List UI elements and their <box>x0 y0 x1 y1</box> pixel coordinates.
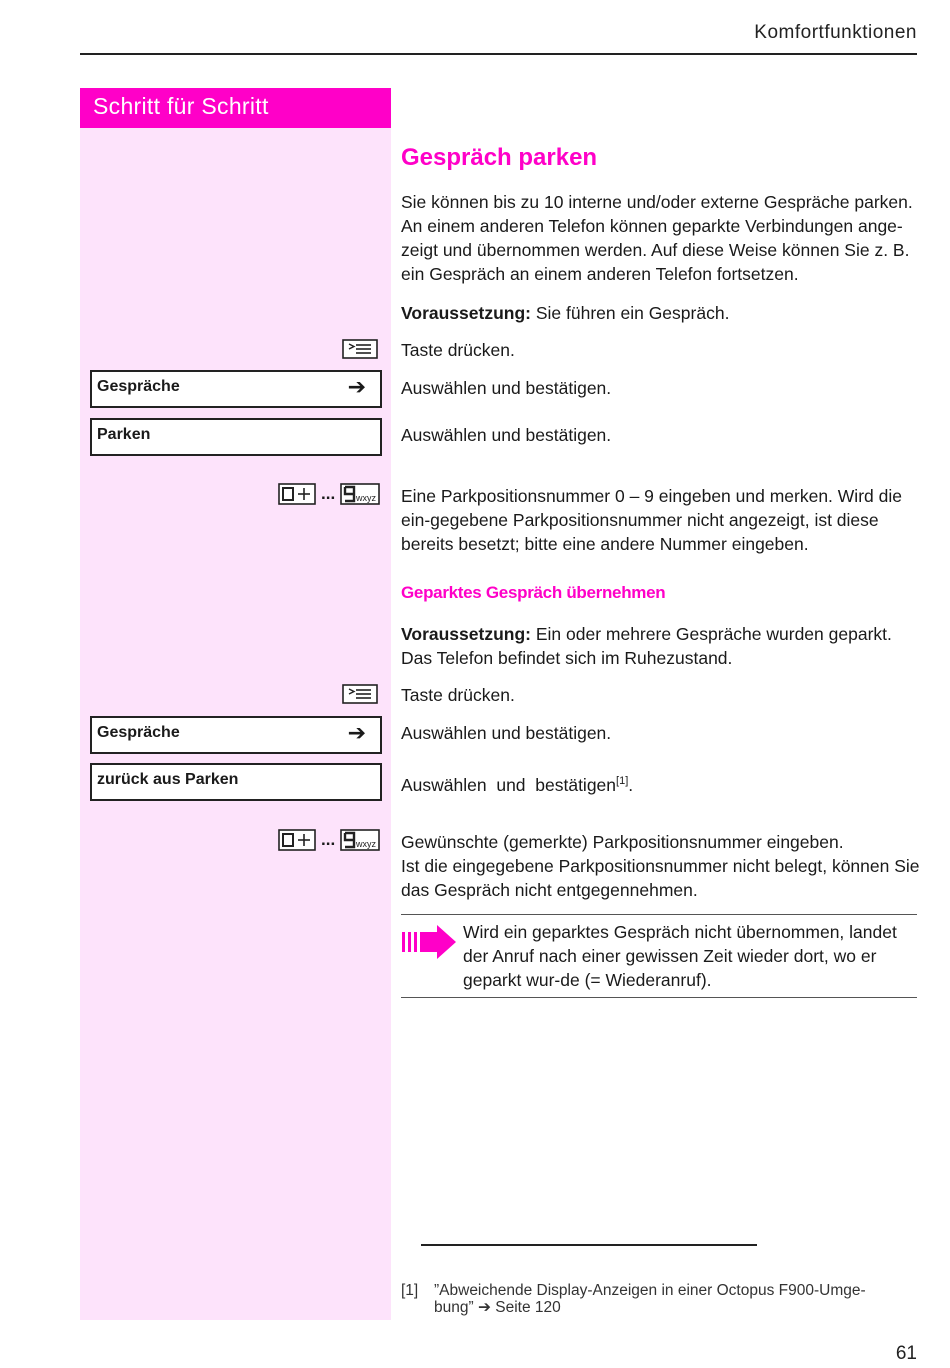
menu-key-icon <box>342 339 378 359</box>
sidebar-background <box>80 88 391 1320</box>
key-nine-icon <box>340 829 380 851</box>
key-range-separator: ... <box>321 484 336 503</box>
menu-item-label: Parken <box>97 426 151 443</box>
header-rule <box>80 53 917 55</box>
section-intro: Sie können bis zu 10 interne und/oder externe Gespräche parken. An einem anderen Telefon können geparkte Verbindungen ange-zeigt und übernommen werden. Auf diese Weise können Sie z. B. ein Gespräch an einem anderen Telefon fortsetzen. <box>401 192 913 284</box>
step-text: Auswählen und bestätigen. <box>401 378 612 398</box>
prerequisite-1 <box>401 301 921 325</box>
menu-item-label: zurück aus Parken <box>97 771 239 788</box>
section-title: Gespräch parken <box>401 144 598 171</box>
note-top-rule <box>401 914 917 915</box>
step-text: Gewünschte (gemerkte) Parkpositionsnummer eingeben. Ist die eingegebene Parkpositionsnummer nicht belegt, können Sie das Gespräch nicht entgegennehmen. <box>401 832 920 900</box>
menu-item-gespraeche[interactable] <box>90 716 382 754</box>
menu-item-label: Gespräche <box>97 724 180 741</box>
step-text: Eine Parkpositionsnummer 0 – 9 eingeben und merken. Wird die ein-gegebene Parkpositionsnummer nicht angezeigt, ist diese bereits besetzt; bitte eine andere Nummer eingeben. <box>401 486 902 554</box>
key-range-separator: ... <box>321 830 336 849</box>
prereq-label: Voraussetzung: <box>401 303 531 323</box>
svg-text:wxyz: wxyz <box>356 493 376 503</box>
prerequisite-2 <box>401 622 921 670</box>
arrow-right-icon: ➔ <box>347 720 366 745</box>
svg-text:wxyz: wxyz <box>356 839 376 849</box>
key-range <box>278 483 382 509</box>
step-text-suffix: . <box>628 774 634 795</box>
prereq-text: Sie führen ein Gespräch. <box>535 303 730 323</box>
step-text <box>401 769 921 797</box>
page-number: 61 <box>895 1343 917 1364</box>
key-nine-icon <box>340 483 380 505</box>
prereq-label: Voraussetzung: <box>401 624 531 644</box>
step-text: Auswählen und bestätigen. <box>401 425 612 445</box>
key-range <box>278 829 382 855</box>
footnote-rule <box>421 1244 757 1246</box>
key-zero-icon <box>278 483 316 505</box>
arrow-right-icon: ➔ <box>347 374 366 399</box>
prereq-text: Ein oder mehrere Gespräche wurden geparkt. Das Telefon befindet sich im Ruhezustand. <box>401 624 892 668</box>
note-arrow-icon <box>401 924 457 960</box>
step-text-main: Auswählen und bestätigen <box>401 774 617 795</box>
footnote-ref[interactable]: [1] <box>616 775 629 787</box>
step-text: Taste drücken. <box>401 685 515 705</box>
section-header-title: Komfortfunktionen <box>754 22 917 43</box>
key-zero-icon <box>278 829 316 851</box>
menu-item-zurueck-aus-parken[interactable] <box>90 763 382 801</box>
menu-item-label: Gespräche <box>97 378 180 395</box>
menu-key-icon <box>342 684 378 704</box>
sidebar-title: Schritt für Schritt <box>93 93 269 119</box>
step-text: Auswählen und bestätigen. <box>401 723 612 743</box>
subsection-title: Geparktes Gespräch übernehmen <box>401 583 666 602</box>
menu-item-gespraeche[interactable] <box>90 370 382 408</box>
step-text: Taste drücken. <box>401 340 515 360</box>
footnote-text[interactable]: ”Abweichende Display-Anzeigen in einer Octopus F900-Umge-bung” ➔ Seite 120 <box>434 1282 866 1316</box>
menu-item-parken[interactable] <box>90 418 382 456</box>
note-text: Wird ein geparktes Gespräch nicht übernommen, landet der Anruf nach einer gewissen Zeit wieder dort, wo er geparkt wur-de (= Wiederanruf). <box>463 922 897 990</box>
footnote-number: [1] <box>401 1282 419 1299</box>
note-bottom-rule <box>401 997 917 998</box>
sidebar-header <box>80 88 391 128</box>
